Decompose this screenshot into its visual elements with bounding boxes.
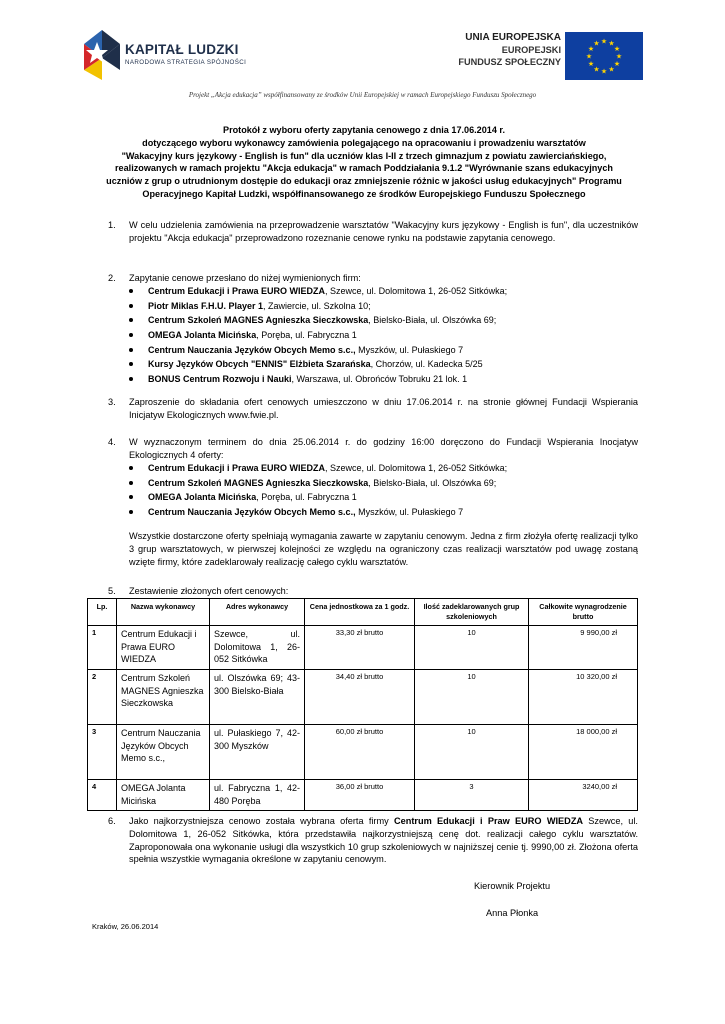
bullet-icon (129, 289, 133, 293)
section-6-text-c: Szewce, ul. Dolomitowa 1, 26-052 Sitkówka, która przedstawiła najkorzystniejszą cenę dot. realizacji całego cyklu warsztatów. Zaproponowała ona wykonanie usługi dla wszystkich 10 grup szkoleniowych w najniższej cenie tj. 9990,00 zł. Złożona oferta spełnia wszystkie wymagania określone w zapytaniu cenowym. (129, 816, 638, 865)
list-item (126, 505, 507, 520)
firm-name: OMEGA Jolanta Micińska (148, 330, 257, 341)
eu-star-icon: ★ (587, 45, 595, 53)
firm-address: , Poręba, ul. Fabryczna 1 (256, 330, 357, 341)
section-1-text: W celu udzielenia zamówienia na przeprowadzenie warsztatów "Wakacyjny kurs językowy - English is fun", dla uczestników projektu "Akcja edukacja" przeprowadzono rozeznanie cenowe rynku na podstawie zapytania cenowego. (129, 220, 638, 243)
section-3-text: Zaproszenie do składania ofert cenowych umieszczono w dniu 17.06.2014 r. na stronie głównej Fundacji Wspierania Inicjatyw Ekologicznych www.fwie.pl. (129, 397, 638, 420)
firm-name: BONUS Centrum Rozwoju i Nauki (148, 374, 292, 385)
eu-star-icon: ★ (593, 40, 600, 48)
offers-table (87, 598, 638, 811)
column-header-address: Adres wykonawcy (210, 599, 305, 626)
eu-star-icon: ★ (608, 40, 615, 48)
section-5-text: Zestawienie złożonych ofert cenowych: (129, 586, 289, 596)
eu-logo-text (455, 32, 561, 68)
cell-total: 18 000,00 zł (529, 725, 638, 780)
list-item (126, 357, 507, 372)
project-cofinancing-line: Projekt „Akcja edukacja” współfinansowany ze środków Unii Europejskiej w ramach Europejskiego Funduszu Społecznego (188, 91, 537, 99)
firm-name: Centrum Nauczania Języków Obcych Memo s.c., (148, 344, 356, 355)
eu-star-icon: ★ (600, 38, 608, 46)
cell-unit-price: 33,30 zł brutto (305, 626, 415, 670)
signature-role: Kierownik Projektu (474, 881, 551, 891)
list-item (126, 299, 507, 314)
bullet-icon (129, 510, 133, 514)
section-2-number: 2. (108, 273, 116, 283)
place-and-date: Kraków, 26.06.2014 (92, 922, 159, 931)
cell-name: Centrum Edukacji i Prawa EURO WIEDZA (117, 626, 210, 670)
cell-name: Centrum Nauczania Języków Obcych Memo s.c., (117, 725, 210, 780)
firm-name: Centrum Edukacji i Prawa EURO WIEDZA (148, 286, 326, 296)
cell-lp: 4 (88, 780, 117, 811)
table-row (88, 725, 638, 780)
table-row (88, 626, 638, 670)
cell-address: ul. Fabryczna 1, 42-480 Poręba (210, 780, 305, 811)
cell-name: Centrum Szkoleń MAGNES Agnieszka Sieczkowska (117, 670, 210, 725)
list-item (126, 343, 507, 358)
firm-name: Centrum Edukacji i Prawa EURO WIEDZA (148, 463, 326, 473)
firm-address: Myszków, ul. Pułaskiego 7 (355, 344, 464, 355)
eu-star-icon: ★ (587, 60, 595, 68)
kapital-ludzki-title: KAPITAŁ LUDZKI (125, 42, 239, 57)
title-line-6: Operacyjnego Kapitał Ludzki, współfinansowanego ze środków Europejskiego Funduszu Społecznego (142, 188, 586, 199)
firm-name: Centrum Szkoleń MAGNES Agnieszka Sieczkowska (148, 315, 369, 326)
eu-star-icon: ★ (613, 45, 621, 53)
bullet-icon (129, 481, 133, 485)
document-title (84, 124, 644, 201)
bullet-icon (129, 377, 133, 381)
firm-name: Centrum Szkoleń MAGNES Agnieszka Sieczkowska (148, 477, 369, 488)
list-item (126, 461, 507, 476)
kapital-ludzki-logo (80, 24, 260, 84)
firm-address: , Zawiercie, ul. Szkolna 10; (263, 300, 371, 311)
eu-star-icon: ★ (585, 53, 593, 61)
column-header-unit-price: Cena jednostkowa za 1 godz. (305, 599, 415, 626)
list-item (126, 328, 507, 343)
cell-unit-price: 60,00 zł brutto (305, 725, 415, 780)
title-line-4: realizowanych w ramach projektu "Akcja edukacja" w ramach Poddziałania 9.1.2 "Wyrównanie szans edukacyjnych (115, 163, 613, 174)
firm-address: , Bielsko-Biała, ul. Olszówka 69; (368, 477, 497, 488)
cell-unit-price: 34,40 zł brutto (305, 670, 415, 725)
table-row (88, 670, 638, 725)
section-2-intro: Zapytanie cenowe przesłano do niżej wymienionych firm: (129, 273, 361, 283)
cell-address: ul. Olszówka 69; 43-300 Bielsko-Biała (210, 670, 305, 725)
table-header-row (88, 599, 638, 626)
firm-address: Myszków, ul. Pułaskiego 7 (355, 507, 464, 518)
section-3-number: 3. (108, 397, 116, 407)
list-item (126, 490, 507, 505)
cell-name: OMEGA Jolanta Micińska (117, 780, 210, 811)
section-4-firm-list (126, 461, 507, 520)
cell-groups: 10 (415, 670, 529, 725)
firm-address: , Warszawa, ul. Obrońców Tobruku 21 lok. 1 (291, 374, 468, 385)
cell-groups: 10 (415, 725, 529, 780)
list-item (126, 372, 507, 387)
firm-name: Piotr Miklas F.H.U. Player 1 (148, 300, 264, 311)
section-6-text-a: Jako najkorzystniejsza cenowo została wybrana oferta firmy (129, 816, 394, 826)
eu-star-icon: ★ (613, 60, 621, 68)
cell-lp: 1 (88, 626, 117, 670)
title-line-3: "Wakacyjny kurs językowy - English is fun" dla uczniów klas I-II z trzech gimnazjum z powiatu zawierciańskiego, (121, 150, 607, 161)
eu-star-icon: ★ (600, 68, 608, 76)
cell-groups: 10 (415, 626, 529, 670)
eu-logo-line-1: UNIA EUROPEJSKA (465, 32, 561, 43)
eu-flag-icon (565, 32, 643, 80)
title-line-2: dotyczącego wyboru wykonawcy zamówienia polegającego na opracowaniu i prowadzeniu warsztatów (142, 137, 586, 148)
cell-lp: 2 (88, 670, 117, 725)
table-row (88, 780, 638, 811)
eu-star-icon: ★ (608, 66, 615, 74)
section-4-note: Wszystkie dostarczone oferty spełniają wymagania zawarte w zapytaniu cenowym. Jedna z firm złożyła ofertę realizacji tylko 3 grup warsztatowych, w pierwszej kolejności ze względu na ograniczony czas realizacji warsztatów pod uwagę zostaną wzięte firmy, które zadeklarowały realizację całego cyklu warsztatów. (129, 531, 638, 567)
firm-address: , Poręba, ul. Fabryczna 1 (256, 492, 357, 503)
title-line-1: Protokół z wyboru oferty zapytania cenowego z dnia 17.06.2014 r. (223, 125, 505, 135)
section-4-intro: W wyznaczonym terminem do dnia 25.06.2014 r. do godziny 16:00 doręczono do Fundacji Wspierania Inocjatyw Ekologicznych 4 oferty: (129, 437, 638, 460)
list-item (126, 476, 507, 491)
section-6-number: 6. (108, 816, 116, 826)
section-2-firm-list (126, 284, 507, 387)
firm-name: OMEGA Jolanta Micińska (148, 492, 257, 503)
cell-address: ul. Pułaskiego 7, 42-300 Myszków (210, 725, 305, 780)
eu-efs-logo (455, 32, 645, 80)
kapital-ludzki-subtitle: NARODOWA STRATEGIA SPÓJNOŚCI (125, 59, 247, 66)
bullet-icon (129, 466, 133, 470)
firm-address: , Bielsko-Biała, ul. Olszówka 69; (368, 315, 497, 326)
bullet-icon (129, 362, 133, 366)
list-item (126, 284, 507, 299)
firm-address: , Szewce, ul. Dolomitowa 1, 26-052 Sitkówka; (325, 286, 508, 296)
section-5-number: 5. (108, 586, 116, 596)
firm-name: Kursy Języków Obcych "ENNIS" Elżbieta Szarańska (148, 359, 371, 370)
bullet-icon (129, 495, 133, 499)
bullet-icon (129, 333, 133, 337)
section-6-text (129, 815, 638, 866)
bullet-icon (129, 348, 133, 352)
eu-logo-line-3: FUNDUSZ SPOŁECZNY (458, 57, 561, 67)
eu-star-icon: ★ (615, 53, 623, 61)
eu-logo-line-2: EUROPEJSKI (501, 45, 561, 55)
section-1-number: 1. (108, 220, 116, 230)
column-header-lp: Lp. (88, 599, 117, 626)
section-4-number: 4. (108, 437, 116, 447)
cell-unit-price: 36,00 zł brutto (305, 780, 415, 811)
firm-name: Centrum Nauczania Języków Obcych Memo s.c., (148, 507, 356, 518)
bullet-icon (129, 304, 133, 308)
kapital-ludzki-emblem-icon (80, 24, 124, 82)
cell-groups: 3 (415, 780, 529, 811)
cell-total: 10 320,00 zł (529, 670, 638, 725)
cell-total: 3240,00 zł (529, 780, 638, 811)
cell-address: Szewce, ul. Dolomitowa 1, 26-052 Sitkówka (210, 626, 305, 670)
signature-name: Anna Płonka (486, 908, 539, 918)
column-header-total: Całkowite wynagrodzenie brutto (529, 599, 638, 626)
column-header-name: Nazwa wykonawcy (117, 599, 210, 626)
firm-address: , Chorzów, ul. Kadecka 5/25 (370, 359, 483, 370)
column-header-groups: Ilość zadeklarowanych grup szkoleniowych (415, 599, 529, 626)
selected-firm-name: Centrum Edukacji i Praw EURO WIEDZA (393, 816, 584, 826)
eu-star-icon: ★ (593, 66, 600, 74)
title-line-5: uczniów z grup o utrudnionym dostępie do edukacji oraz zmniejszenie różnic w jakości usług edukacyjnych" Programu (106, 176, 622, 187)
bullet-icon (129, 318, 133, 322)
list-item (126, 313, 507, 328)
firm-address: , Szewce, ul. Dolomitowa 1, 26-052 Sitkówka; (325, 463, 508, 473)
cell-total: 9 990,00 zł (529, 626, 638, 670)
cell-lp: 3 (88, 725, 117, 780)
